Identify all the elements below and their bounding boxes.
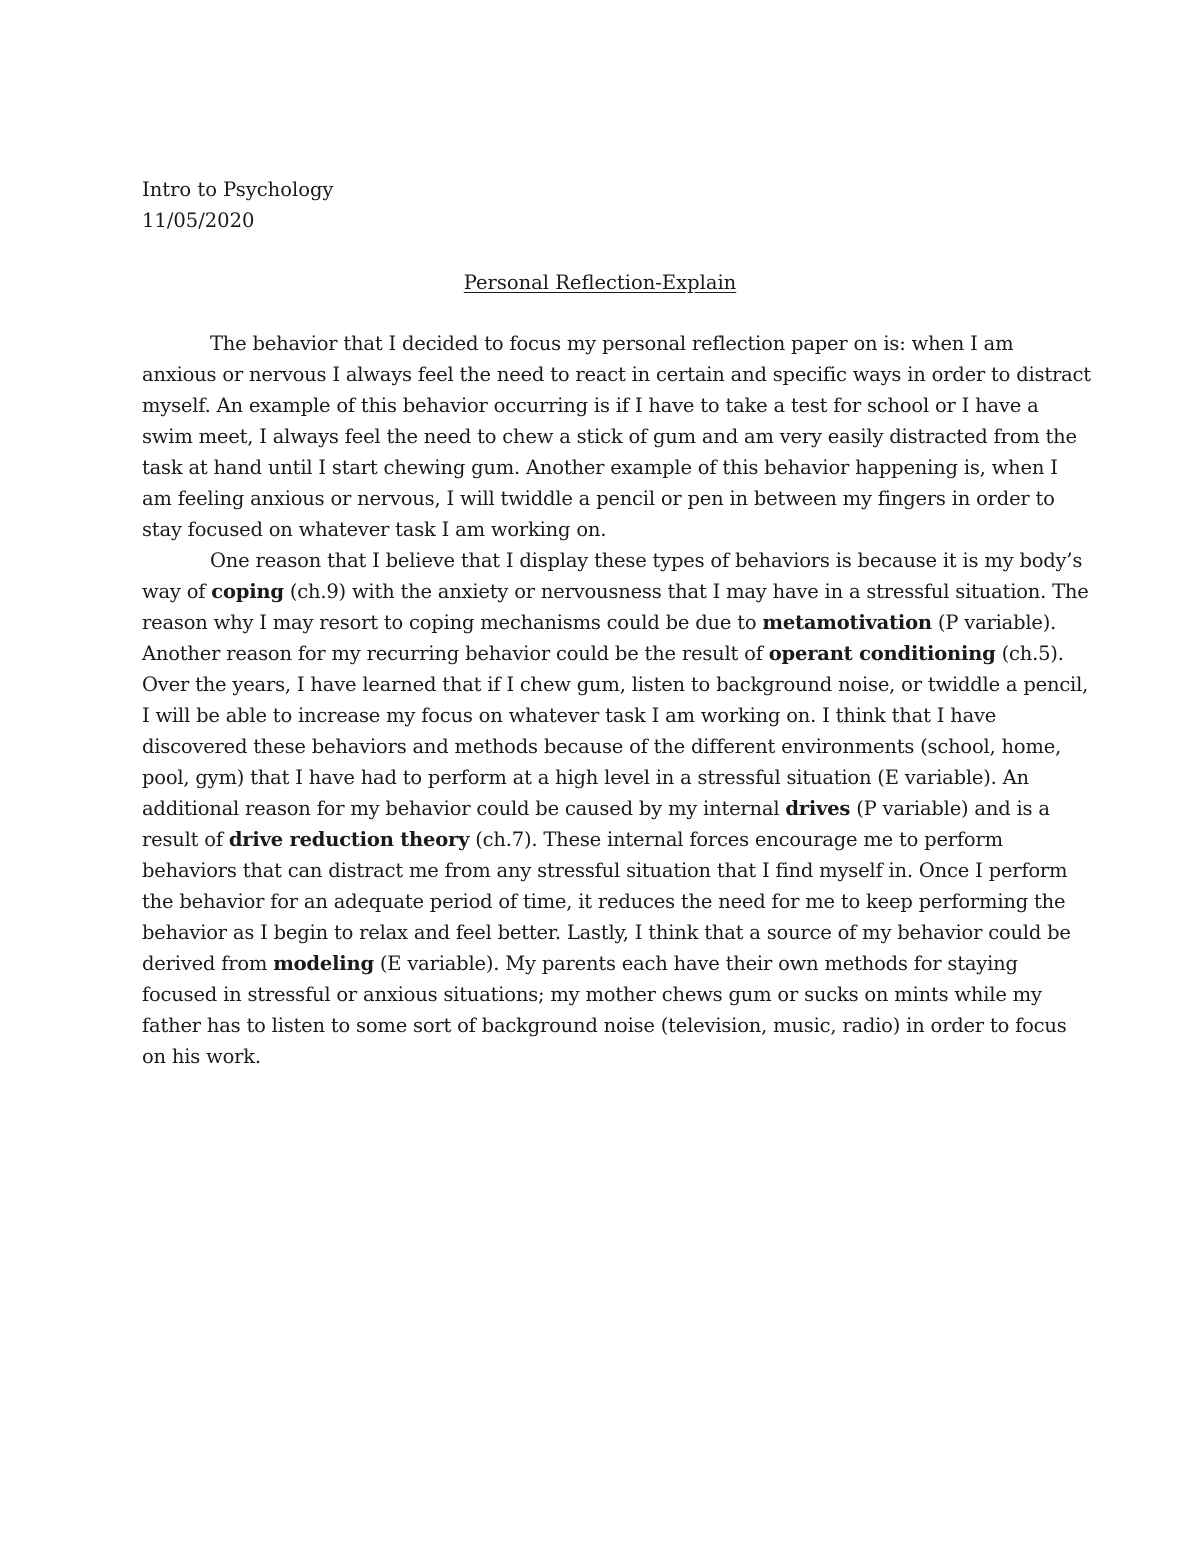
text-line: One reason that I believe that I display these types of behaviors is because it is my body’s [210, 549, 1083, 572]
text-line: Over the years, I have learned that if I chew gum, listen to background noise, or twiddle a pencil, [142, 673, 1089, 696]
text-run: additional reason for my behavior could be caused by my internal [142, 797, 786, 820]
text-line: am feeling anxious or nervous, I will twiddle a pencil or pen in between my fingers in order to [142, 487, 1055, 510]
paragraph-2 [142, 545, 1089, 1072]
text-run: Another reason for my recurring behavior could be the result of [142, 642, 769, 665]
text-line [142, 638, 1064, 669]
text-line: on his work. [142, 1045, 261, 1068]
text-line: stay focused on whatever task I am working on. [142, 518, 607, 541]
text-line [142, 576, 1089, 607]
text-run: (ch.5). [995, 642, 1064, 665]
text-line: behaviors that can distract me from any stressful situation that I find myself in. Once I perform [142, 859, 1068, 882]
paragraph-1 [142, 328, 1091, 545]
text-run: (ch.7). These internal forces encourage me to perform [469, 828, 1003, 851]
text-run: (E variable). My parents each have their own methods for staying [373, 952, 1018, 975]
text-run: reason why I may resort to coping mechanisms could be due to [142, 611, 763, 634]
text-line [142, 948, 1060, 979]
bold-term-coping: coping [211, 580, 284, 603]
text-run: (P variable). [931, 611, 1057, 634]
course-name: Intro to Psychology [142, 178, 334, 201]
document-header [142, 174, 333, 236]
text-line: the behavior for an adequate period of time, it reduces the need for me to keep performing the [142, 890, 1066, 913]
text-line [142, 607, 1060, 638]
text-line: I will be able to increase my focus on whatever task I am working on. I think that I have [142, 704, 997, 727]
bold-term-drives: drives [785, 797, 851, 820]
text-line: behavior as I begin to relax and feel better. Lastly, I think that a source of my behavior could be [142, 921, 1071, 944]
bold-term-modeling: modeling [273, 952, 374, 975]
document-date: 11/05/2020 [142, 209, 255, 232]
text-run: way of [142, 580, 212, 603]
document-title: Personal Reflection-Explain [463, 271, 737, 294]
text-line: myself. An example of this behavior occurring is if I have to take a test for school or I have a [142, 394, 1039, 417]
bold-term-drive-reduction-theory: drive reduction theory [228, 828, 470, 851]
document-body [142, 328, 1091, 1072]
text-line: pool, gym) that I have had to perform at a high level in a stressful situation (E variable). An [142, 766, 1029, 789]
text-line [142, 793, 1060, 824]
text-run: result of [142, 828, 229, 851]
text-line: swim meet, I always feel the need to chew a stick of gum and am very easily distracted from the [142, 425, 1077, 448]
bold-term-operant-conditioning: operant conditioning [768, 642, 996, 665]
text-run: (ch.9) with the anxiety or nervousness that I may have in a stressful situation. The [283, 580, 1089, 603]
text-line: discovered these behaviors and methods because of the different environments (school, home, [142, 735, 1062, 758]
text-run: (P variable) and is a [850, 797, 1050, 820]
text-line: The behavior that I decided to focus my personal reflection paper on is: when I am [210, 332, 1014, 355]
text-run: derived from [142, 952, 274, 975]
text-line: task at hand until I start chewing gum. Another example of this behavior happening is, when I [142, 456, 1058, 479]
text-line [142, 824, 1060, 855]
text-line: anxious or nervous I always feel the need to react in certain and specific ways in order to distract [142, 363, 1091, 386]
bold-term-metamotivation: metamotivation [762, 611, 932, 634]
text-line: focused in stressful or anxious situations; my mother chews gum or sucks on mints while my [142, 983, 1042, 1006]
text-line: father has to listen to some sort of background noise (television, music, radio) in order to focus [142, 1014, 1067, 1037]
